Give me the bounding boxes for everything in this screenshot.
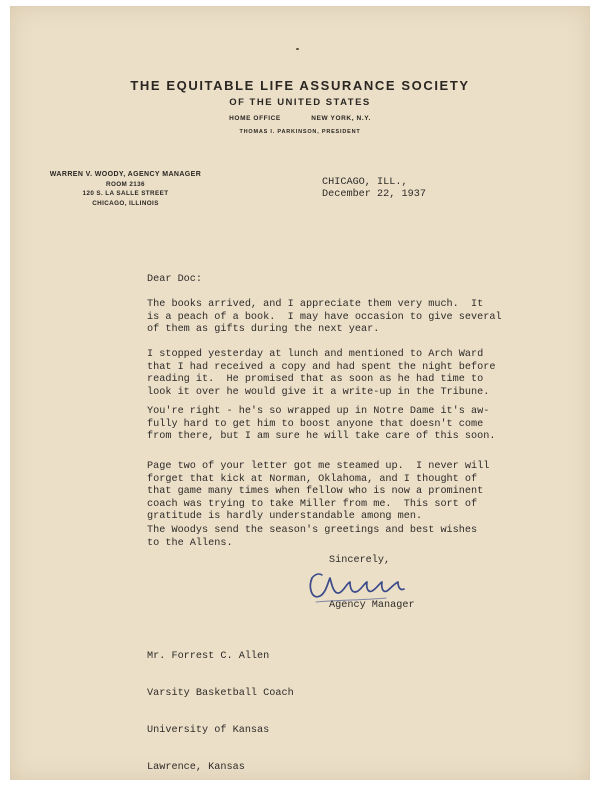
body-paragraph-5: The Woodys send the season's greetings and best wishes to the Allens. bbox=[147, 525, 478, 549]
body-paragraph-4: Page two of your letter got me steamed up. I never will forget that kick at Norman, Oklahoma, and I thought of that game many times when fellow who is now a prominent coach was trying to take Miller from me. This sort of gratitude is hardly understandable among men. bbox=[147, 461, 490, 522]
company-name: THE EQUITABLE LIFE ASSURANCE SOCIETY bbox=[130, 78, 470, 93]
company-subtitle: OF THE UNITED STATES bbox=[229, 97, 371, 108]
president-line: THOMAS I. PARKINSON, PRESIDENT bbox=[239, 129, 361, 135]
body-paragraph-3: You're right - he's so wrapped up in Notre Dame it's aw- fully hard to get him to boost anyone that doesn't come from there, but I am sure he will take care of this soon. bbox=[147, 406, 496, 442]
home-office-city: NEW YORK, N.Y. bbox=[311, 115, 371, 122]
agency-manager-name: WARREN V. WOODY, AGENCY MANAGER bbox=[49, 171, 202, 178]
agency-street: 120 S. LA SALLE STREET bbox=[82, 190, 169, 197]
signer-title: Agency Manager bbox=[329, 600, 415, 611]
salutation: Dear Doc: bbox=[147, 274, 203, 285]
agency-city: CHICAGO, ILLINOIS bbox=[92, 199, 159, 207]
body-paragraph-2: I stopped yesterday at lunch and mentioned to Arch Ward that I had received a copy and had spent the night before reading it. He promised that as soon as he had time to look it over he would give it a write-up in the Tribune. bbox=[147, 349, 496, 398]
recipient-name: Mr. Forrest C. Allen bbox=[147, 651, 270, 662]
agency-address-block bbox=[48, 170, 203, 208]
dateline-city: CHICAGO, ILL., bbox=[322, 177, 408, 188]
paper-speck bbox=[296, 48, 299, 50]
letter-date: December 22, 1937 bbox=[322, 189, 426, 200]
body-paragraph-1: The books arrived, and I appreciate them very much. It is a peach of a book. I may have occasion to give several of them as gifts during the next year. bbox=[147, 299, 502, 335]
recipient-location: Lawrence, Kansas bbox=[147, 762, 245, 773]
recipient-address bbox=[147, 626, 294, 787]
closing: Sincerely, bbox=[329, 555, 391, 566]
recipient-position: Varsity Basketball Coach bbox=[147, 688, 294, 699]
home-office-line bbox=[0, 115, 600, 122]
recipient-institution: University of Kansas bbox=[147, 725, 270, 736]
home-office-label: HOME OFFICE bbox=[229, 115, 281, 122]
agency-room: ROOM 2136 bbox=[106, 180, 145, 188]
